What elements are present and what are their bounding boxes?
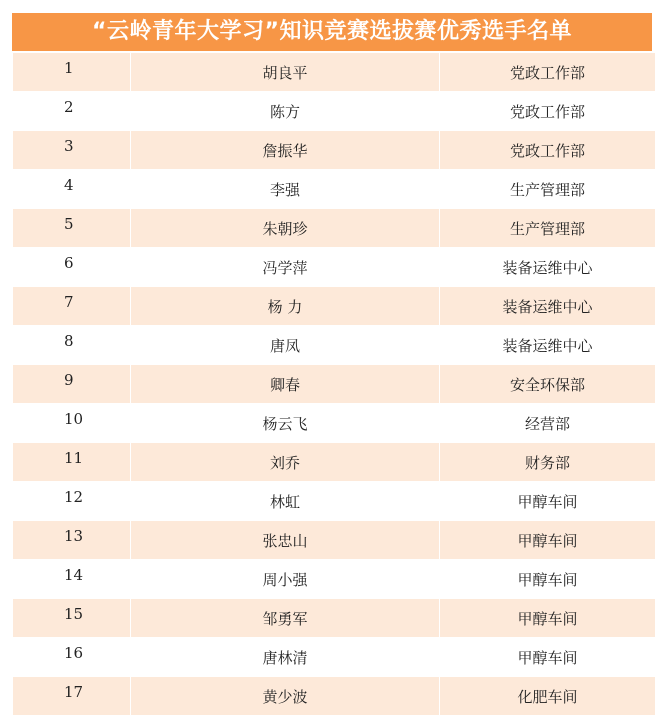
table-row [13,521,656,560]
row-number-cell [13,53,131,92]
roster-title: “云岭青年大学习”知识竞赛选拔赛优秀选手名单 [12,13,652,52]
department-name: 党政工作部 [440,53,656,92]
table-row [13,326,656,365]
table-row [13,92,656,131]
department-name: 装备运维中心 [440,287,656,326]
contestant-name: 邹勇军 [131,599,440,638]
table-row [13,404,656,443]
contestant-name: 刘乔 [131,443,440,482]
row-number: 9 [64,371,74,389]
row-number-cell [13,209,131,248]
row-number: 15 [64,605,84,623]
contestant-name: 杨 力 [131,287,440,326]
contestant-name: 胡良平 [131,53,440,92]
department-name: 甲醇车间 [440,482,656,521]
row-number-cell [13,599,131,638]
row-number-cell [13,560,131,599]
row-number-cell [13,365,131,404]
table-row [13,560,656,599]
contestant-name: 林虹 [131,482,440,521]
table-row [13,443,656,482]
table-row [13,287,656,326]
row-number-cell [13,482,131,521]
row-number: 16 [64,644,84,662]
row-number: 14 [64,566,84,584]
row-number: 13 [64,527,84,545]
row-number: 6 [64,254,74,272]
table-row [13,599,656,638]
row-number-cell [13,170,131,209]
department-name: 化肥车间 [440,677,656,716]
row-number: 4 [64,176,74,194]
row-number: 8 [64,332,74,350]
contestant-name: 陈方 [131,92,440,131]
table-row [13,53,656,92]
contestant-name: 唐林清 [131,638,440,677]
row-number: 3 [64,137,74,155]
department-name: 甲醇车间 [440,521,656,560]
department-name: 甲醇车间 [440,599,656,638]
row-number: 10 [64,410,84,428]
department-name: 装备运维中心 [440,248,656,287]
row-number-cell [13,404,131,443]
department-name: 财务部 [440,443,656,482]
contestant-name: 冯学萍 [131,248,440,287]
table-row [13,482,656,521]
table-row [13,170,656,209]
contestant-name: 张忠山 [131,521,440,560]
department-name: 党政工作部 [440,92,656,131]
department-name: 甲醇车间 [440,560,656,599]
row-number-cell [13,326,131,365]
department-name: 安全环保部 [440,365,656,404]
contestant-name: 周小强 [131,560,440,599]
table-row [13,248,656,287]
row-number-cell [13,638,131,677]
table-row [13,677,656,716]
contestant-name: 卿春 [131,365,440,404]
department-name: 生产管理部 [440,209,656,248]
contestant-name: 黄少波 [131,677,440,716]
table-row [13,365,656,404]
row-number: 17 [64,683,84,701]
row-number: 2 [64,98,74,116]
roster-sheet [12,13,652,716]
table-row [13,131,656,170]
row-number-cell [13,248,131,287]
row-number-cell [13,677,131,716]
row-number: 12 [64,488,84,506]
roster-table [12,52,656,716]
row-number-cell [13,443,131,482]
department-name: 党政工作部 [440,131,656,170]
table-row [13,638,656,677]
table-row [13,209,656,248]
contestant-name: 李强 [131,170,440,209]
contestant-name: 詹振华 [131,131,440,170]
department-name: 经营部 [440,404,656,443]
row-number: 1 [64,59,74,77]
row-number: 11 [64,449,84,467]
row-number-cell [13,287,131,326]
contestant-name: 朱朝珍 [131,209,440,248]
contestant-name: 杨云飞 [131,404,440,443]
department-name: 装备运维中心 [440,326,656,365]
department-name: 甲醇车间 [440,638,656,677]
row-number: 5 [64,215,74,233]
department-name: 生产管理部 [440,170,656,209]
row-number-cell [13,131,131,170]
roster-body [13,53,656,716]
row-number-cell [13,521,131,560]
contestant-name: 唐凤 [131,326,440,365]
row-number-cell [13,92,131,131]
row-number: 7 [64,293,74,311]
